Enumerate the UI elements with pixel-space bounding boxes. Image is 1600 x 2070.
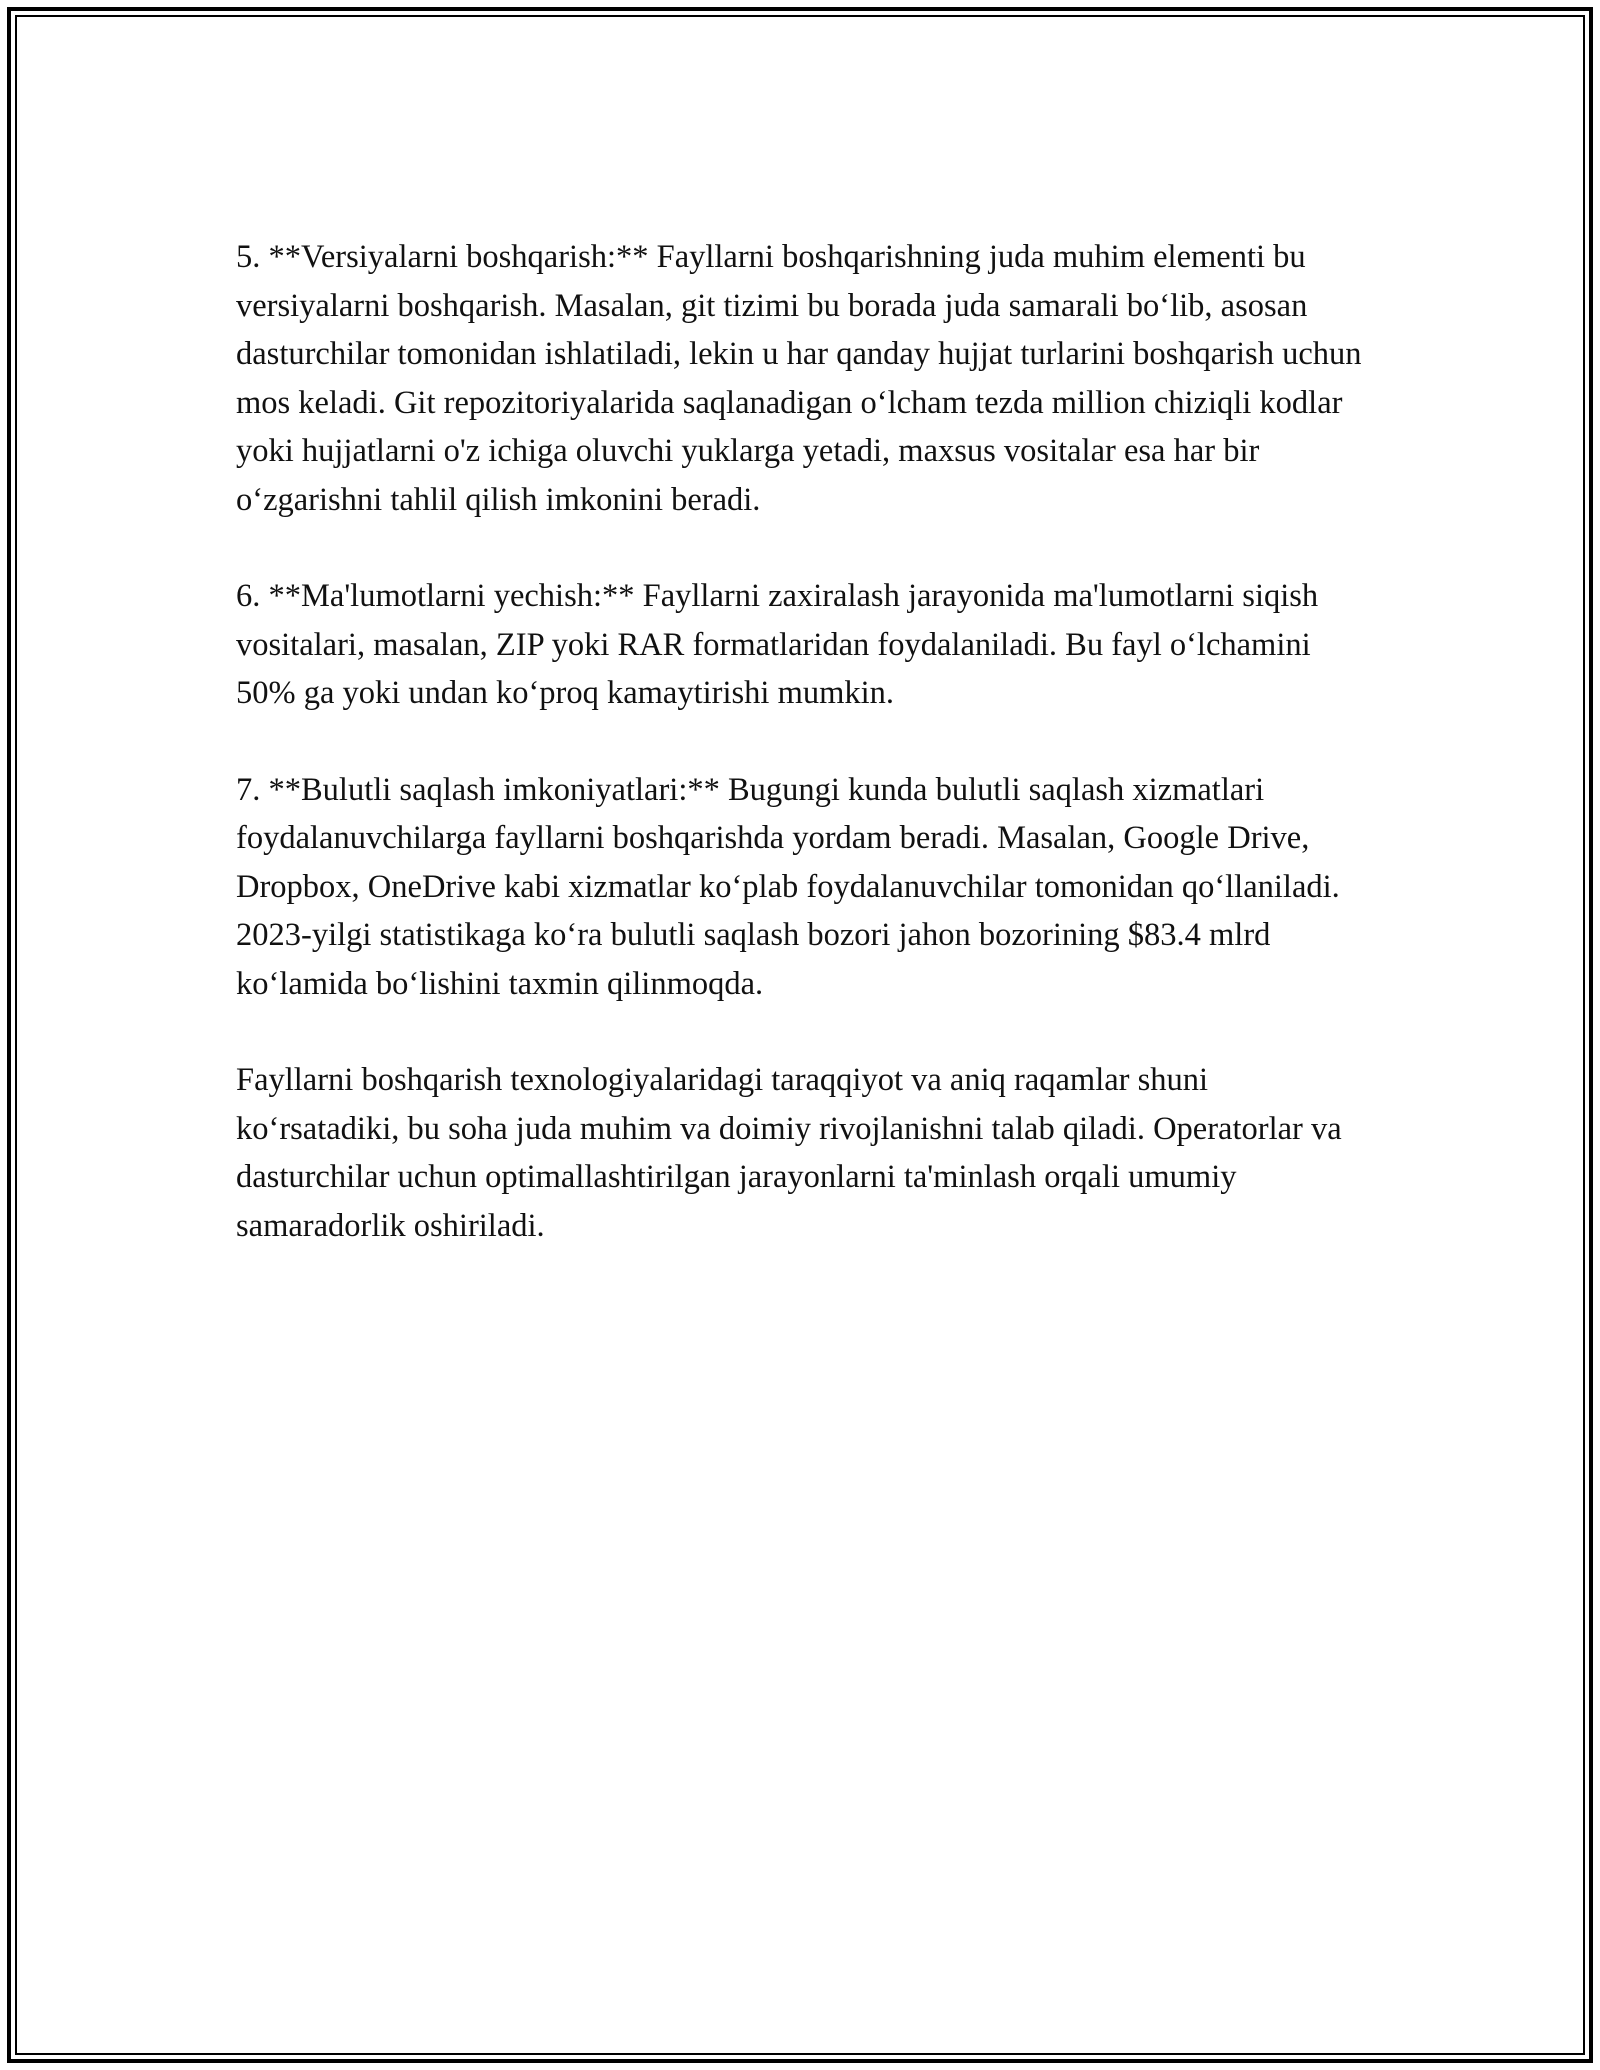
paragraph-cloud-storage: 7. **Bulutli saqlash imkoniyatlari:** Bugungi kunda bulutli saqlash xizmatlari foydalanuvchilarga fayllarni boshqarishda yordam beradi. Masalan, Google Drive, Dropbox, OneDrive kabi xizmatlar ko‘plab foydalanuvchilar tomonidan qo‘llaniladi. 2023-yilgi statistikaga ko‘ra bulutli saqlash bozori jahon bozorining $83.4 mlrd ko‘lamida bo‘lishini taxmin qilinmoqda. <box>236 771 1340 1002</box>
document-body <box>236 233 1376 1298</box>
paragraph-version-control: 5. **Versiyalarni boshqarish:** Fayllarni boshqarishning juda muhim elementi bu versiyalarni boshqarish. Masalan, git tizimi bu borada juda samarali bo‘lib, asosan dasturchilar tomonidan ishlatiladi, lekin u har qanday hujjat turlarini boshqarish uchun mos keladi. Git repozitoriyalarida saqlanadigan o‘lcham tezda million chiziqli kodlar yoki hujjatlarni o'z ichiga oluvchi yuklarga yetadi, maxsus vositalar esa har bir o‘zgarishni tahlil qilish imkonini beradi. <box>236 239 1362 518</box>
paragraph-conclusion: Fayllarni boshqarish texnologiyalaridagi taraqqiyot va aniq raqamlar shuni ko‘rsatadiki, bu soha juda muhim va doimiy rivojlanishni talab qiladi. Operatorlar va dasturchilar uchun optimallashtirilgan jarayonlarni ta'minlash orqali umumiy samaradorlik oshiriladi. <box>236 1062 1342 1244</box>
paragraph-data-compression: 6. **Ma'lumotlarni yechish:** Fayllarni zaxiralash jarayonida ma'lumotlarni siqish vositalari, masalan, ZIP yoki RAR formatlaridan foydalaniladi. Bu fayl o‘lchamini 50% ga yoki undan ko‘proq kamaytirishi mumkin. <box>236 578 1319 711</box>
